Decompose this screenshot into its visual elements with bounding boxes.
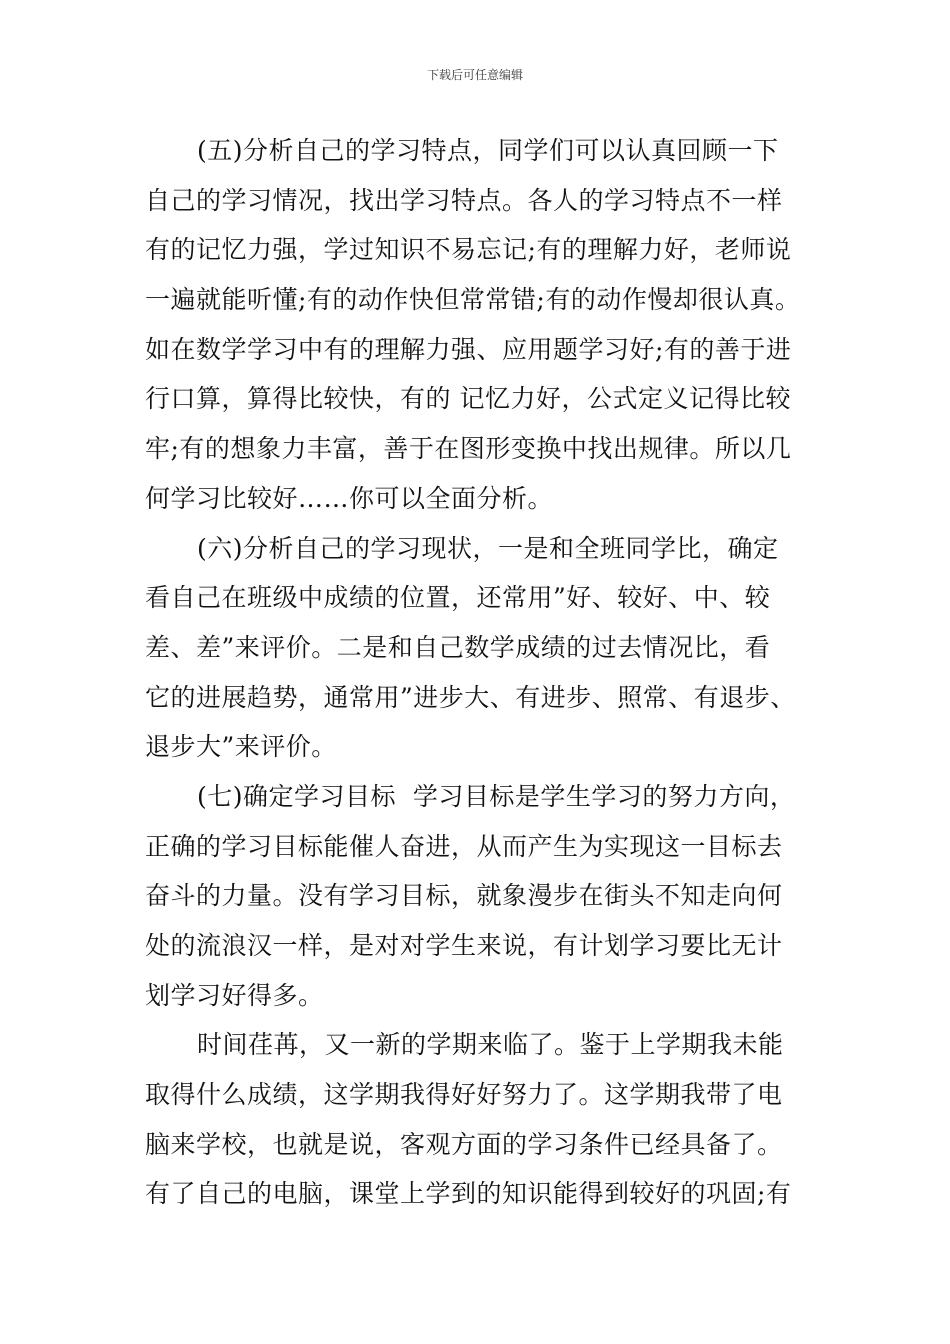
paragraph-5-line-8: 何学习比较好……你可以全面分析。: [145, 483, 554, 513]
paragraph-8-line-4: 有了自己的电脑，课堂上学到的知识能得到较好的巩固;有: [145, 1179, 792, 1209]
paragraph-6-line-2: 看自己在班级中成绩的位置，还常用”好、较好、中、较: [145, 583, 771, 613]
paragraph-6-line-1: (六)分析自己的学习现状，一是和全班同学比，确定: [197, 533, 779, 563]
paragraph-6-line-4: 它的进展趋势，通常用”进步大、有进步、照常、有退步、: [145, 682, 796, 712]
paragraph-5-line-5: 如在数学学习中有的理解力强、应用题学习好;有的善于进: [145, 334, 792, 364]
paragraph-5-line-2: 自己的学习情况，找出学习特点。各人的学习特点不一样: [145, 185, 783, 215]
paragraph-5-line-4: 一遍就能听懂;有的动作快但常常错;有的动作慢却很认真。: [145, 285, 801, 315]
paragraph-7-line-4: 处的流浪汉一样，是对对学生来说，有计划学习要比无计: [145, 931, 783, 960]
paragraph-8-line-3: 脑来学校，也就是说，客观方面的学习条件已经具备了。: [145, 1129, 783, 1159]
paragraph-8-line-1: 时间荏苒，又一新的学期来临了。鉴于上学期我未能: [197, 1030, 784, 1060]
page-header: 下载后可任意编辑: [426, 68, 523, 82]
paragraph-5-line-1: (五)分析自己的学习特点，同学们可以认真回顾一下: [197, 136, 779, 165]
paragraph-5-line-6: 行口算，算得比较快，有的 记忆力好，公式定义记得比较: [145, 384, 791, 414]
paragraph-6-line-5: 退步大”来评价。: [145, 732, 337, 762]
paragraph-5-line-3: 有的记忆力强，学过知识不易忘记;有的理解力好，老师说: [145, 235, 792, 265]
paragraph-8-line-2: 取得什么成绩，这学期我得好好努力了。这学期我带了电: [145, 1080, 783, 1110]
paragraph-5-line-7: 牢;有的想象力丰富，善于在图形变换中找出规律。所以几: [145, 434, 792, 464]
paragraph-7-line-3: 奋斗的力量。没有学习目标，就象漫步在街头不知走向何: [145, 881, 783, 911]
paragraph-6-line-3: 差、差”来评价。二是和自己数学成绩的过去情况比，看: [145, 632, 771, 662]
paragraph-7-line-2: 正确的学习目标能催人奋进，从而产生为实现这一目标去: [145, 831, 783, 861]
paragraph-7-line-1: (七)确定学习目标 学习目标是学生学习的努力方向，: [197, 781, 796, 811]
paragraph-7-line-5: 划学习好得多。: [145, 980, 324, 1010]
document-body: [145, 126, 845, 1219]
